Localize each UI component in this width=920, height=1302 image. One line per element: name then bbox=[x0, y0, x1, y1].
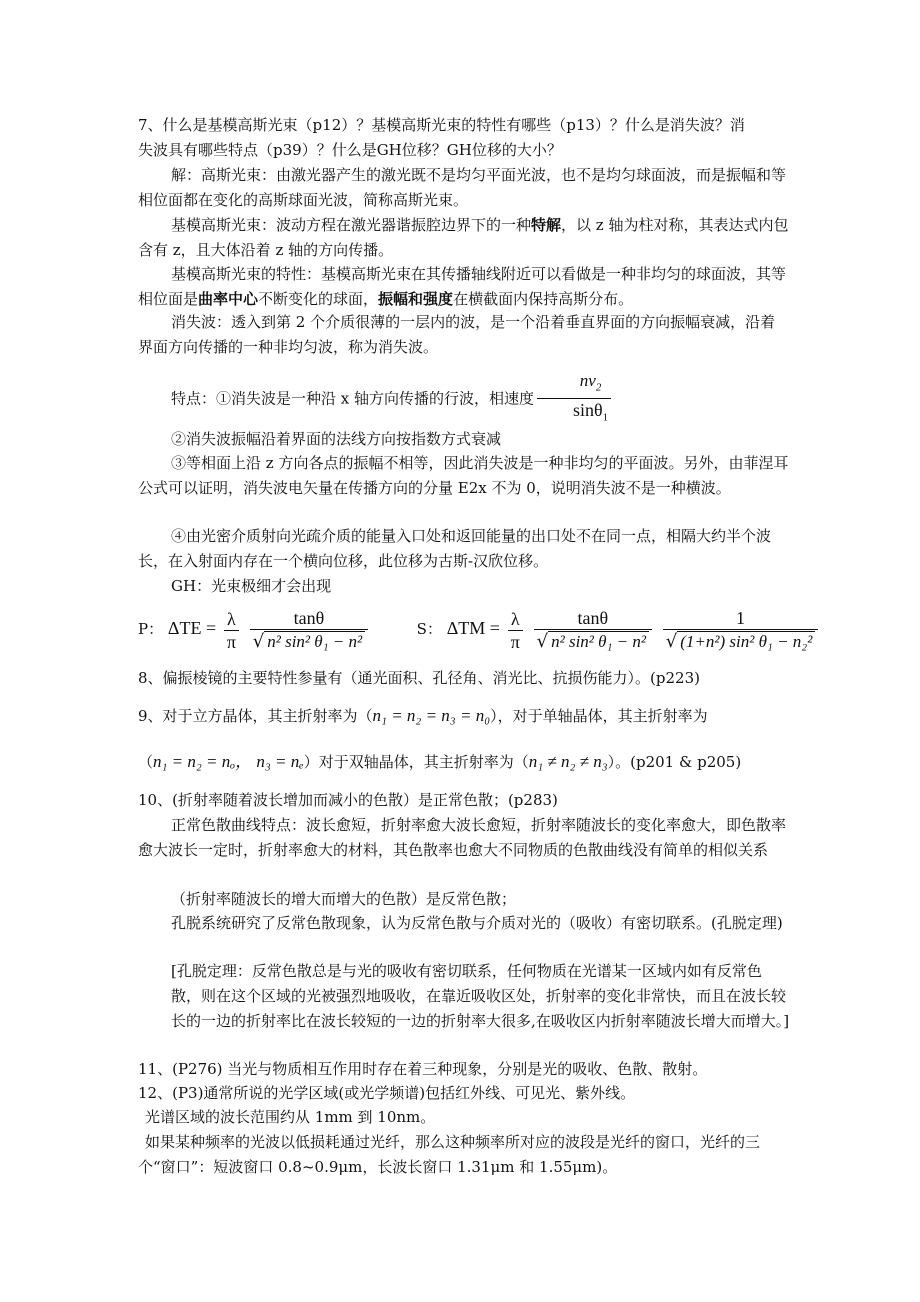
q7-base-mode-props bbox=[138, 262, 790, 312]
q7-gh-note: GH：光束极细才会出现 bbox=[171, 577, 332, 595]
q7-prop-a: 基模高斯光束的特性：基模高斯光束在其传播轴线附近可以看做是一种非均匀的球面波，其等相位面是 bbox=[138, 265, 787, 308]
q12-fiber-windows: 如果某种频率的光波以低损耗通过光纤，那么这种频率所对应的波段是光纤的窗口，光纤的三个“窗口”：短波窗口 0.8~0.9μm，长波长窗口 1.31μm 和 1.55μm)。 bbox=[138, 1133, 761, 1176]
te-sqrt: n² sin² θ₁ − n² bbox=[264, 631, 365, 652]
q9-b: ），对于单轴晶体，其主折射率为 bbox=[490, 707, 708, 725]
q11-text: 11、(P276) 当光与物质相互作用时存在着三种现象，分别是光的吸收、色散、散射。 bbox=[138, 1060, 708, 1078]
pi-p: π bbox=[226, 631, 236, 652]
phase-velocity-numerator-sub: 2 bbox=[595, 381, 602, 394]
q7-title-line2: 失波具有哪些特点（p39）？什么是GH位移？GH位移的大小？ bbox=[138, 141, 562, 159]
delta-te: ΔTE = bbox=[167, 618, 217, 638]
s-label: S： bbox=[416, 620, 442, 638]
phase-velocity-fraction bbox=[537, 370, 611, 429]
q7-title bbox=[138, 113, 790, 163]
q7-evanescent-def: 消失波：透入到第 2 个介质很薄的一层内的波，是一个沿着垂直界面的方向振幅衰减，沿着界面方向传播的一种非均匀波，称为消失波。 bbox=[138, 313, 776, 356]
q9-eq-uniaxial: n₁ = n₂ = nₒ， n₃ = nₑ bbox=[153, 752, 304, 771]
q7-prop-e: 在横截面内保持高斯分布。 bbox=[453, 290, 634, 308]
q9-c: （ bbox=[138, 753, 154, 771]
q10-title: 10、(折射率随着波长增加而减小的色散）是正常色散；(p283) bbox=[138, 791, 558, 809]
q9-line2 bbox=[138, 748, 790, 776]
lambda-s: λ bbox=[508, 608, 523, 631]
q12-range: 光谱区域的波长范围约从 1mm 到 10nm。 bbox=[145, 1108, 436, 1126]
tm-numerator-1: tanθ bbox=[534, 607, 652, 630]
pi-s: π bbox=[510, 631, 520, 652]
p-label: P： bbox=[138, 620, 164, 638]
q7-title-line1: 7、什么是基模高斯光束（p12）？基模高斯光束的特性有哪些（p13）？什么是消失波？消 bbox=[138, 116, 745, 134]
q9-e: ）。(p201 & p205) bbox=[607, 753, 742, 771]
q7-base-mode-def bbox=[138, 213, 790, 263]
te-fraction: $\frac{\tan\theta}{\text{√ n² sin² θ₁ − n²}}$ bbox=[250, 607, 368, 653]
q7-feature-1 bbox=[138, 370, 790, 429]
phase-velocity-numerator: nv bbox=[579, 371, 596, 390]
q10-kundt-law: [孔脱定理：反常色散总是与光的吸收有密切联系，任何物质在光谱某一区域内如有反常色散，则在这个区域的光被强烈地吸收，在靠近吸收区处，折射率的变化非常快，而且在波长较长的一边的折射率比在波长较短的一边的折射率大很多,在吸收区内折射率随波长增大而增大。] bbox=[171, 962, 790, 1030]
tm-numerator-2: 1 bbox=[663, 607, 819, 630]
tm-sqrt-2: (1+n²) sin² θ₁ − n₂² bbox=[677, 631, 815, 652]
q7-base-c: ，以 z 轴为柱对称，其表达式内包含有 z，且大体沿着 z 轴的方向传播。 bbox=[138, 216, 789, 259]
q7-prop-b: 曲率中心 bbox=[198, 290, 259, 308]
q8-text: 8、偏振棱镜的主要特性参量有（通光面积、孔径角、消光比、抗损伤能力）。(p223) bbox=[138, 669, 700, 687]
tm-fraction-2: $\frac{1}{\text{√ (1+n²) sin² θ₁ − n₂²}}$ bbox=[663, 607, 819, 653]
gh-formulas bbox=[138, 598, 813, 658]
q10-kundt: 孔脱系统研究了反常色散现象，认为反常色散与介质对光的（吸收）有密切联系。(孔脱定理) bbox=[171, 914, 783, 932]
te-numerator: tanθ bbox=[250, 607, 368, 630]
lambda-over-pi-p bbox=[224, 608, 239, 653]
q7-base-a: 基模高斯光束：波动方程在激光器谐振腔边界下的一种 bbox=[171, 216, 532, 234]
q7-feature-2: ②消失波振幅沿着界面的法线方向按指数方式衰减 bbox=[171, 430, 502, 448]
q9-eq-biaxial: n₁ ≠ n₂ ≠ n₃ bbox=[528, 752, 608, 771]
q9-d: ）对于双轴晶体，其主折射率为（ bbox=[303, 753, 529, 771]
q7-feature-3: ③等相面上沿 z 方向各点的振幅不相等，因此消失波是一种非均匀的平面波。另外，由菲涅耳公式可以证明，消失波电矢量在传播方向的分量 E2x 不为 0，说明消失波不是一种横波。 bbox=[138, 454, 789, 497]
q7-feature-4: ④由光密介质射向光疏介质的能量入口处和返回能量的出口处不在同一点，相隔大约半个波长，在入射面内存在一个横向位移，此位移为古斯-汉欣位移。 bbox=[138, 527, 772, 570]
tm-fraction-1: $\frac{\tan\theta}{\text{√ n² sin² θ₁ − n²}}$ bbox=[534, 607, 652, 653]
q10-normal-dispersion: 正常色散曲线特点：波长愈短，折射率愈大波长愈短，折射率随波长的变化率愈大，即色散率愈大波长一定时，折射率愈大的材料，其色散率也愈大不同物质的色散曲线没有简单的相似关系 bbox=[138, 816, 787, 859]
phase-velocity-denominator: sinθ bbox=[573, 400, 603, 421]
q7-feature-1-text: 特点：①消失波是一种沿 x 轴方向传播的行波，相速度 bbox=[171, 389, 534, 408]
q7-prop-d: 振幅和强度 bbox=[378, 290, 454, 308]
lambda-over-pi-s bbox=[508, 608, 523, 653]
lambda-p: λ bbox=[224, 608, 239, 631]
q7-gauss-beam-def: 解：高斯光束：由激光器产生的激光既不是均匀平面光波，也不是均匀球面波，而是振幅和等相位面都在变化的高斯球面光波，简称高斯光束。 bbox=[138, 166, 787, 209]
q9-eq-cubic: n₁ = n₂ = n₃ = n₀ bbox=[372, 706, 491, 725]
q9-a: 9、对于立方晶体，其主折射率为（ bbox=[138, 707, 373, 725]
tm-sqrt-1: n² sin² θ₁ − n² bbox=[548, 631, 649, 652]
q7-prop-c: 不断变化的球面， bbox=[258, 290, 379, 308]
phase-velocity-denominator-sub: 1 bbox=[602, 411, 609, 424]
q9-line1 bbox=[138, 702, 790, 730]
delta-tm: ΔTM = bbox=[446, 618, 500, 638]
q12-title: 12、(P3)通常所说的光学区域(或光学频谱)包括红外线、可见光、紫外线。 bbox=[138, 1084, 636, 1102]
q10-abnormal-dispersion: （折射率随波长的增大而增大的色散）是反常色散； bbox=[171, 890, 517, 908]
q7-base-b: 特解 bbox=[531, 216, 562, 234]
